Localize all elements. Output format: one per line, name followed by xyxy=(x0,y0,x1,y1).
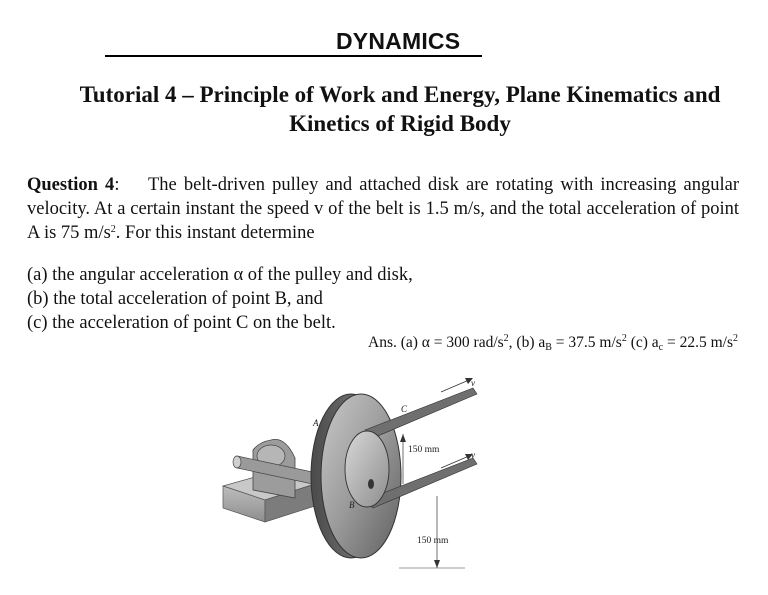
velocity-arrow-top xyxy=(441,380,469,392)
answer-a-sup: 2 xyxy=(503,333,509,344)
dim-arrow-lower xyxy=(434,560,440,568)
page-title: DYNAMICS xyxy=(336,28,461,54)
question-body: The belt-driven pulley and attached disk are rotating with increasing angular velocity. At a certain instant the speed v of the belt is 1.5 m/s, and the total acceleration of point A is 75 m/s xyxy=(27,175,739,243)
answer-b-sup: 2 xyxy=(621,333,627,344)
answer-b-value: = 37.5 m/s xyxy=(551,334,622,351)
pulley-diagram xyxy=(215,372,505,590)
shaft-end xyxy=(233,456,241,468)
answer-b: , (b) a xyxy=(508,334,546,351)
question-text xyxy=(27,173,739,245)
label-a: A xyxy=(313,418,319,428)
pulley-hub xyxy=(368,479,374,489)
dim-label-upper: 150 mm xyxy=(408,445,440,455)
answer-a: Ans. (a) α = 300 rad/s xyxy=(368,334,504,351)
part-b: (b) the total acceleration of point B, and xyxy=(27,289,323,309)
answer-line xyxy=(368,334,738,352)
dim-label-lower: 150 mm xyxy=(417,536,449,546)
question-colon: : xyxy=(114,175,148,195)
answer-c-sup: 2 xyxy=(733,333,738,344)
pulley-figure xyxy=(215,372,505,590)
question-sup: 2 xyxy=(110,224,116,235)
dim-arrow-upper xyxy=(400,434,406,442)
part-c: (c) the acceleration of point C on the belt. xyxy=(27,313,336,333)
label-v-mid: v xyxy=(471,450,475,460)
label-b: B xyxy=(349,500,355,510)
part-a: (a) the angular acceleration α of the pulley and disk, xyxy=(27,265,413,285)
answer-c: (c) a xyxy=(626,334,659,351)
question-tail: . For this instant determine xyxy=(115,223,315,243)
question-parts xyxy=(27,263,413,335)
answer-c-value: = 22.5 m/s xyxy=(663,334,733,351)
small-pulley xyxy=(345,431,389,507)
header-rule xyxy=(105,55,482,57)
label-c: C xyxy=(401,404,408,414)
tutorial-title: Tutorial 4 – Principle of Work and Energy, Plane Kinematics and Kinetics of Rigid Body xyxy=(79,82,721,136)
label-v-top: v xyxy=(471,378,475,388)
answer-c-sub: c xyxy=(658,342,664,353)
question-label: Question 4 xyxy=(27,175,115,195)
answer-b-sub: B xyxy=(545,342,552,353)
